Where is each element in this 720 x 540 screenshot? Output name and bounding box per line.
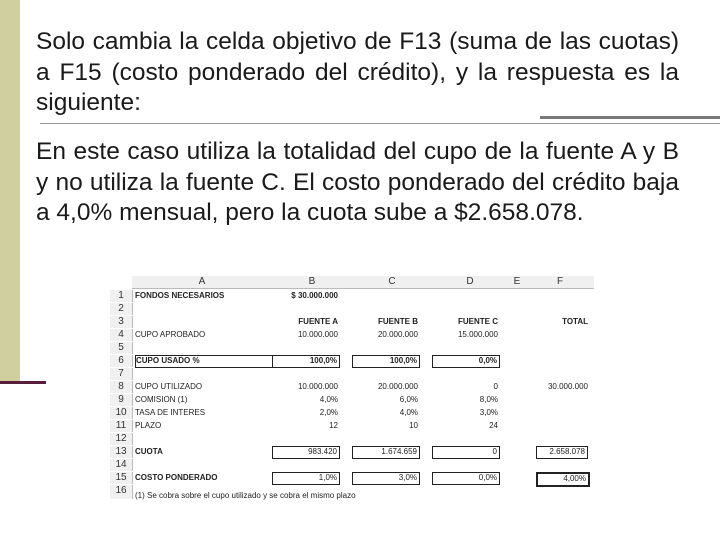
cell-tasa-b: 4,0% (399, 408, 418, 417)
cell-fuente-c: FUENTE C (458, 317, 498, 326)
cell-cuota-b: 1.674.659 (352, 446, 420, 459)
row-header: 16 (110, 485, 133, 499)
cell-cupo-aprobado-c: 15.000.000 (457, 330, 498, 339)
cell-tasa-c: 3,0% (479, 408, 498, 417)
row-header: 1 (110, 290, 133, 302)
cell-costo-b: 3,0% (352, 472, 420, 485)
cell-tasa-label: TASA DE INTERES (135, 408, 206, 417)
row-header: 13 (110, 446, 133, 458)
row-header: 7 (110, 368, 133, 380)
cell-plazo-b: 10 (409, 421, 418, 430)
row-header: 5 (110, 342, 133, 354)
cell-costo-label: COSTO PONDERADO (135, 473, 218, 482)
cell-comision-label: COMISION (1) (135, 395, 188, 404)
row-header: 3 (110, 316, 133, 328)
cell-cupo-utilizado-label: CUPO UTILIZADO (135, 382, 203, 391)
paragraph-1: Solo cambia la celda objetivo de F13 (suma de las cuotas) a F15 (costo ponderado del crédito), y la respuesta es la siguiente: (36, 28, 679, 116)
col-header-b: B (272, 276, 352, 289)
row-header: 2 (110, 303, 133, 315)
cell-comision-b: 6,0% (399, 395, 418, 404)
cell-footnote: (1) Se cobra sobre el cupo utilizado y se cobra el mismo plazo (135, 491, 356, 500)
cell-comision-c: 8,0% (479, 395, 498, 404)
row-header: 4 (110, 329, 133, 341)
decorative-accent-line (0, 381, 46, 384)
row-header: 11 (110, 420, 133, 432)
cell-cupo-utilizado-total: 30.000.000 (547, 382, 588, 391)
cell-cupo-utilizado-c: 0 (493, 382, 498, 391)
cell-total-header: TOTAL (562, 317, 588, 326)
col-header-e: E (508, 276, 526, 289)
cell-plazo-label: PLAZO (135, 421, 162, 430)
row-header: 10 (110, 407, 133, 419)
row-header: 9 (110, 394, 133, 406)
cell-costo-a: 1,0% (272, 472, 340, 485)
decorative-divider-line (40, 123, 720, 124)
cell-cupo-usado-b: 100,0% (352, 355, 420, 368)
spreadsheet-image (110, 276, 594, 502)
cell-comision-a: 4,0% (319, 395, 338, 404)
cell-cupo-aprobado-b: 20.000.000 (377, 330, 418, 339)
cell-plazo-c: 24 (489, 421, 498, 430)
cell-cupo-usado-c: 0,0% (432, 355, 500, 368)
cell-cupo-usado-label: CUPO USADO % (135, 355, 273, 368)
row-header: 6 (110, 355, 133, 367)
cell-cupo-utilizado-a: 10.000.000 (297, 382, 338, 391)
cell-plazo-a: 12 (329, 421, 338, 430)
cell-fondos-label: FONDOS NECESARIOS (135, 291, 225, 300)
row-header: 12 (110, 433, 133, 445)
cell-fuente-a: FUENTE A (298, 317, 338, 326)
col-header-d: D (432, 276, 508, 289)
cell-cuota-a: 983.420 (272, 446, 340, 459)
row-header: 8 (110, 381, 133, 393)
cell-cuota-c: 0 (432, 446, 500, 459)
cell-cuota-total: 2.658.078 (536, 446, 588, 459)
cell-cupo-aprobado-label: CUPO APROBADO (135, 330, 206, 339)
cell-cupo-usado-a: 100,0% (272, 355, 340, 368)
col-header-c: C (352, 276, 432, 289)
row-header: 14 (110, 459, 133, 471)
col-header-a: A (132, 276, 272, 289)
row-header: 15 (110, 472, 133, 484)
cell-fuente-b: FUENTE B (378, 317, 418, 326)
col-header-f: F (526, 276, 594, 289)
cell-fondos-value: $ 30.000.000 (291, 291, 338, 300)
cell-cuota-label: CUOTA (135, 447, 163, 456)
paragraph-2: En este caso utiliza la totalidad del cupo de la fuente A y B y no utiliza la fuente C. El costo ponderado del crédito baja a 4,0% mensual, pero la cuota sube a $2.658.078. (36, 138, 679, 226)
cell-costo-c: 0,0% (432, 472, 500, 485)
cell-tasa-a: 2,0% (319, 408, 338, 417)
cell-costo-total: 4,00% (536, 472, 590, 487)
cell-cupo-aprobado-a: 10.000.000 (297, 330, 338, 339)
cell-cupo-utilizado-b: 20.000.000 (377, 382, 418, 391)
decorative-side-bar (0, 0, 20, 383)
